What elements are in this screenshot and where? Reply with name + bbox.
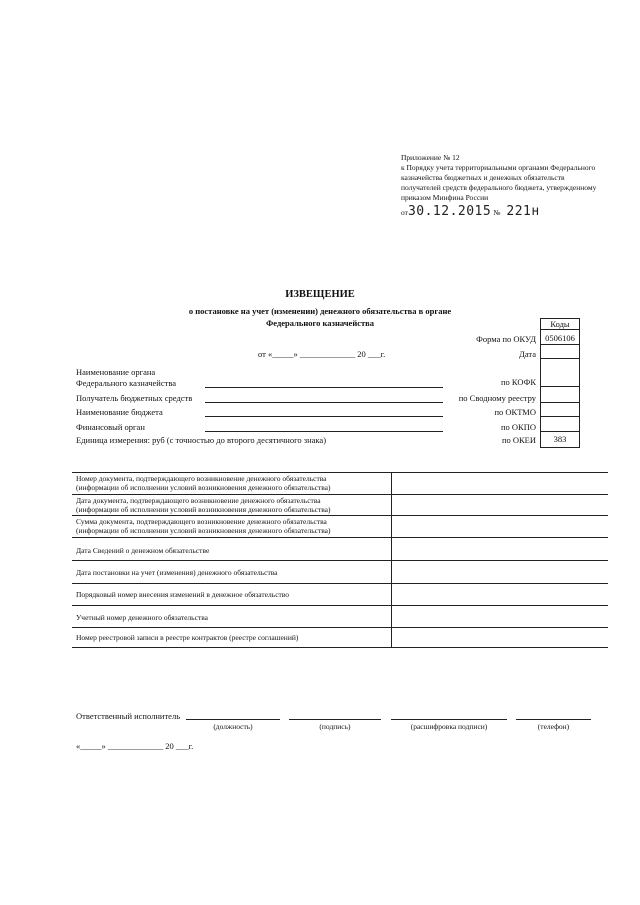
appendix-number-stamp: 221н [506, 204, 540, 219]
table-row-divider [72, 583, 608, 584]
table-row-divider [72, 605, 608, 606]
table-row-label: Сумма документа, подтверждающего возникновение денежного обязательства [76, 517, 327, 526]
recipient-field-line[interactable] [205, 402, 443, 403]
table-row-divider [72, 494, 608, 495]
appendix-from-prefix: от [401, 208, 408, 217]
appendix-line-1: Приложение № 12 [401, 153, 460, 162]
budget-field-line[interactable] [205, 416, 443, 417]
table-row-label: Порядковый номер внесения изменений в денежное обязательство [76, 590, 290, 599]
label-budget: Наименование бюджета [76, 407, 163, 417]
footer-decoding-caption: (расшифровка подписи) [410, 722, 488, 731]
appendix-line-3: казначейства бюджетных и денежных обязательств [401, 173, 565, 182]
label-okpo: по ОКПО [500, 422, 536, 432]
table-row-divider [72, 560, 608, 561]
footer-signature-caption: (подпись) [319, 722, 351, 731]
document-title: ИЗВЕЩЕНИЕ [285, 289, 355, 300]
table-row-label: Дата постановки на учет (изменения) денежного обязательства [76, 568, 278, 577]
label-fin-organ: Финансовый орган [76, 422, 145, 432]
footer-responsible-label: Ответственный исполнитель [76, 711, 181, 721]
codes-divider [540, 329, 580, 330]
organ-field-line[interactable] [205, 387, 443, 388]
table-row-label: Номер реестровой записи в реестре контрактов (реестре соглашений) [76, 633, 299, 642]
position-field-line[interactable] [186, 719, 280, 720]
codes-divider [540, 344, 580, 345]
code-okud-value: 0506106 [545, 333, 575, 343]
table-row-divider [72, 537, 608, 538]
appendix-date-stamp: 30.12.2015 [407, 204, 492, 219]
table-border-bottom [72, 647, 608, 648]
label-oktmo: по ОКТМО [494, 407, 536, 417]
table-row-label: (информации об исполнении условий возникновения денежного обязательства) [76, 483, 331, 492]
appendix-date-row [401, 202, 540, 220]
label-kofk: по КОФК [500, 377, 536, 387]
label-date: Дата [519, 349, 536, 359]
decoding-field-line[interactable] [391, 719, 507, 720]
signature-field-line[interactable] [289, 719, 381, 720]
code-okei-value: 383 [553, 434, 567, 444]
document-subtitle-1: о постановке на учет (изменении) денежного обязательства в органе [188, 306, 452, 316]
label-okud: Форма по ОКУД [476, 334, 536, 344]
label-svodny: по Сводному реестру [458, 393, 536, 403]
codes-divider [540, 386, 580, 387]
table-border-top [72, 472, 608, 473]
table-row-label: Дата документа, подтверждающего возникновение денежного обязательства [76, 496, 321, 505]
table-row-label: Дата Сведений о денежном обязательстве [76, 546, 210, 555]
phone-field-line[interactable] [516, 719, 591, 720]
appendix-line-2: к Порядку учета территориальными органами Федерального [401, 163, 596, 172]
table-row-divider [72, 627, 608, 628]
label-okei: по ОКЕИ [501, 435, 536, 445]
footer-phone-caption: (телефон) [537, 722, 570, 731]
codes-divider [540, 358, 580, 359]
footer-position-caption: (должность) [213, 722, 253, 731]
codes-divider [540, 431, 580, 432]
fin-organ-field-line[interactable] [205, 431, 443, 432]
document-subtitle-2: Федерального казначейства [265, 318, 374, 328]
codes-divider [540, 416, 580, 417]
table-row-label: Номер документа, подтверждающего возникновение денежного обязательства [76, 474, 327, 483]
footer-date-line: «_____» _____________ 20 ___г. [76, 741, 194, 751]
table-row-label: (информации об исполнении условий возникновения денежного обязательства) [76, 505, 331, 514]
label-recipient: Получатель бюджетных средств [76, 393, 193, 403]
appendix-line-4: получателей средств федерального бюджета, утвержденному [401, 183, 597, 192]
table-row-label: Учетный номер денежного обязательства [76, 613, 208, 622]
appendix-line-5: приказом Минфина России [401, 193, 489, 202]
table-row-label: (информации об исполнении условий возникновения денежного обязательства) [76, 526, 331, 535]
label-organ-line1: Наименование органа [76, 367, 156, 377]
label-organ-line2: Федерального казначейства [76, 378, 177, 388]
codes-header: Коды [550, 319, 570, 329]
label-unit: Единица измерения: руб (с точностью до второго десятичного знака) [76, 435, 327, 445]
table-row-divider [72, 515, 608, 516]
document-date-line: от «_____» _____________ 20 ___г. [258, 349, 386, 359]
appendix-num-prefix: № [493, 208, 501, 217]
codes-divider [540, 402, 580, 403]
